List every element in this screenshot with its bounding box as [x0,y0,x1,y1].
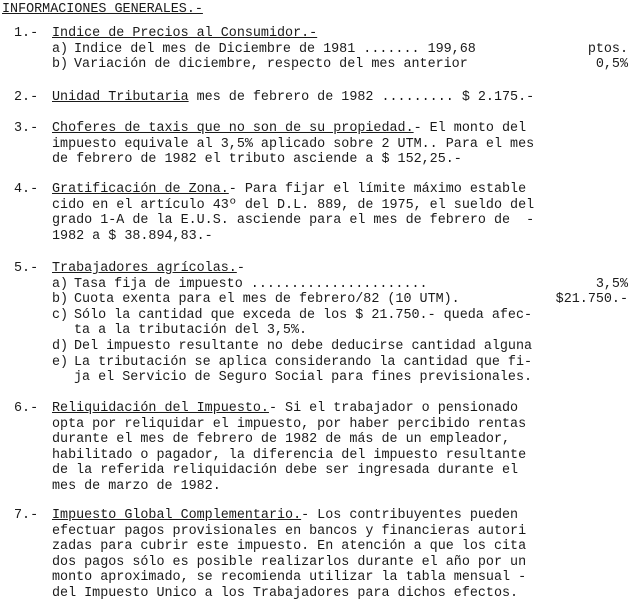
item-text: del Impuesto Unico a los Trabajadores para dichos efectos. [52,585,519,601]
item-number: 3.- [14,121,39,136]
sub-item: e) La tributación se aplica considerando la cantidad que fi- [52,354,533,370]
item-text: habilitado o pagador, la diferencia del impuesto resultante [52,447,527,463]
item-text: - Si el trabajador o pensionado [268,401,519,416]
item-number: 7.- [14,508,39,523]
item-title: Trabajadores agrícolas. [52,261,237,276]
item-text: dos pagos sólo es posible realizarlos durante el año por un [52,554,527,570]
item-text: de la referida reliquidación debe ser ingresada durante el [52,463,519,479]
item-text: 1982 a $ 38.894,83.- [52,228,213,244]
item-4 [14,182,628,244]
page-heading: INFORMACIONES GENERALES.- [2,2,203,17]
sub-item: d) Del impuesto resultante no debe deducirse cantidad alguna [52,338,533,354]
item-text: efectuar pagos provisionales en bancos y financieras autori [52,523,527,539]
item-text: monto aproximado, se recomienda utilizar la tabla mensual - [52,570,527,586]
item-1 [14,26,628,73]
item-title: Impuesto Global Complementario. [52,508,302,523]
item-text: mes de marzo de 1982. [52,478,221,494]
sub-item: a) Indice del mes de Diciembre de 1981 ....... 199,68 ptos. [52,41,628,57]
item-text: grado 1-A de la E.U.S. asciende para el mes de febrero de - [52,213,535,229]
sub-item: b) Cuota exenta para el mes de febrero/82 (10 UTM). $21.750.- [52,292,628,308]
item-title: Reliquidación del Impuesto. [52,401,269,416]
item-text: cido en el artículo 43º del D.L. 889, de 1975, el sueldo del [52,197,535,213]
sub-item: c) Sólo la cantidad que exceda de los $ 21.750.- queda afec- [52,307,533,323]
item-text: - Los contribuyentes pueden [301,508,519,523]
item-number: 1.- [14,26,39,41]
item-text: de febrero de 1982 el tributo asciende a $ 152,25.- [52,152,462,168]
item-title: Choferes de taxis que no son de su propiedad. [52,121,414,136]
sub-item-continuation: ta a la tributación del 3,5%. [74,323,308,339]
item-text: durante el mes de febrero de 1982 de más de un empleador, [52,432,511,448]
item-number: 2.- [14,90,39,105]
item-text: opta por reliquidar el impuesto, por haber percibido rentas [52,416,527,432]
item-3 [14,121,628,168]
item-number: 6.- [14,401,39,416]
item-text: - Para fijar el límite máximo estable [228,182,527,197]
item-title: Indice de Precios al Consumidor.- [52,26,318,41]
item-text: - El monto del [413,121,527,136]
item-text: mes de febrero de 1982 ......... $ 2.175.- [188,90,535,105]
item-6 [14,401,628,495]
item-number: 4.- [14,182,39,197]
item-text: zadas para cubrir este impuesto. En atención a que los cita [52,539,527,555]
item-title: Unidad Tributaria [52,90,189,105]
sub-item-continuation: ja el Servicio de Seguro Social para fines previsionales. [74,370,533,386]
item-text: impuesto equivale al 3,5% aplicado sobre 2 UTM.. Para el mes [52,136,535,152]
sub-item: b) Variación de diciembre, respecto del mes anterior 0,5% [52,57,628,73]
item-number: 5.- [14,261,39,276]
sub-item: a) Tasa fija de impuesto ...................... 3,5% [52,276,628,292]
item-text: - [236,261,245,276]
item-7 [14,508,628,602]
item-title: Gratificación de Zona. [52,182,229,197]
item-2 [14,90,628,106]
item-5 [14,261,628,386]
